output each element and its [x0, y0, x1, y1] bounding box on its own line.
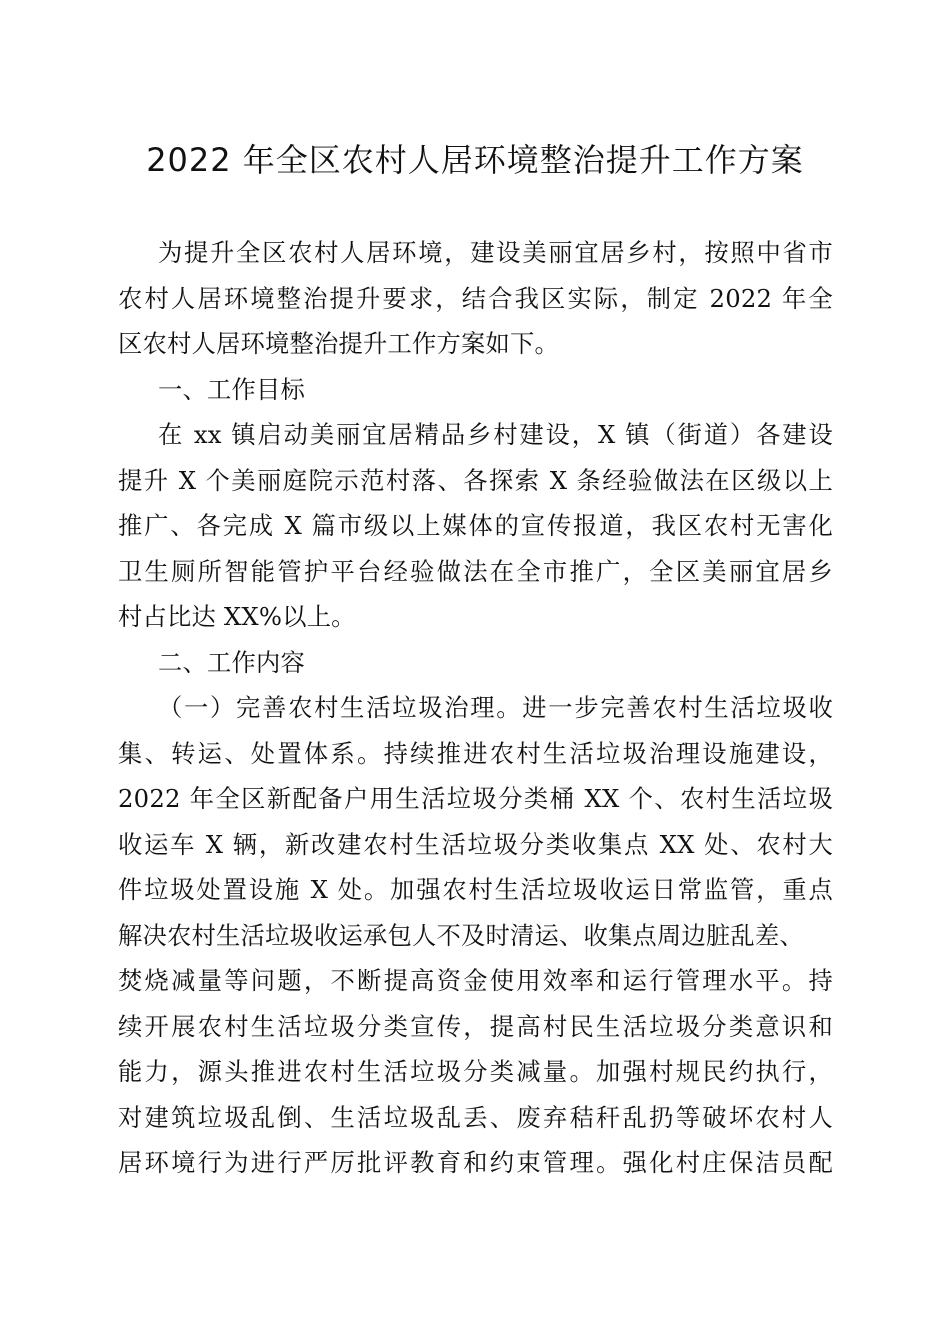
goals-line: 在 xx 镇启动美丽宜居精品乡村建设，X 镇（街道）各建设	[158, 420, 833, 449]
goals-line: 村占比达 XX%以上。	[118, 602, 356, 631]
document-title: 2022 年全区农村人居环境整治提升工作方案	[146, 141, 804, 179]
content-line: 对建筑垃圾乱倒、生活垃圾乱丢、废弃秸秆乱扔等破坏农村人	[118, 1102, 833, 1132]
intro-line: 区农村人居环境整治提升工作方案如下。	[118, 329, 559, 358]
section-heading-goals: 一、工作目标	[158, 374, 305, 404]
content-line: 焚烧减量等问题，不断提高资金使用效率和运行管理水平。持	[118, 966, 833, 995]
content-line: 集、转运、处置体系。持续推进农村生活垃圾治理设施建设，	[118, 738, 833, 768]
intro-line: 为提升全区农村人居环境，建设美丽宜居乡村，按照中省市	[158, 238, 833, 267]
document-body	[118, 230, 833, 1186]
content-line: 件垃圾处置设施 X 处。加强农村生活垃圾收运日常监管，重点	[118, 875, 833, 904]
intro-line: 农村人居环境整治提升要求，结合我区实际，制定 2022 年全	[118, 283, 833, 313]
content-line: 2022 年全区新配备户用生活垃圾分类桶 XX 个、农村生活垃圾	[118, 784, 833, 813]
content-line: 收运车 X 辆，新改建农村生活垃圾分类收集点 XX 处、农村大	[118, 829, 833, 859]
content-line: 解决农村生活垃圾收运承包人不及时清运、收集点周边脏乱差、	[118, 920, 804, 950]
content-line: 居环境行为进行严厉批评教育和约束管理。强化村庄保洁员配	[118, 1148, 833, 1177]
section-heading-content: 二、工作内容	[158, 647, 305, 677]
goals-line: 提升 X 个美丽庭院示范村落、各探索 X 条经验做法在区级以上	[118, 465, 833, 495]
content-line: 能力，源头推进农村生活垃圾分类减量。加强村规民约执行，	[118, 1057, 833, 1086]
content-line: （一）完善农村生活垃圾治理。进一步完善农村生活垃圾收	[158, 693, 833, 722]
content-line: 续开展农村生活垃圾分类宣传，提高村民生活垃圾分类意识和	[118, 1011, 833, 1041]
goals-line: 推广、各完成 X 篇市级以上媒体的宣传报道，我区农村无害化	[118, 511, 833, 540]
goals-line: 卫生厕所智能管护平台经验做法在全市推广，全区美丽宜居乡	[118, 556, 833, 586]
